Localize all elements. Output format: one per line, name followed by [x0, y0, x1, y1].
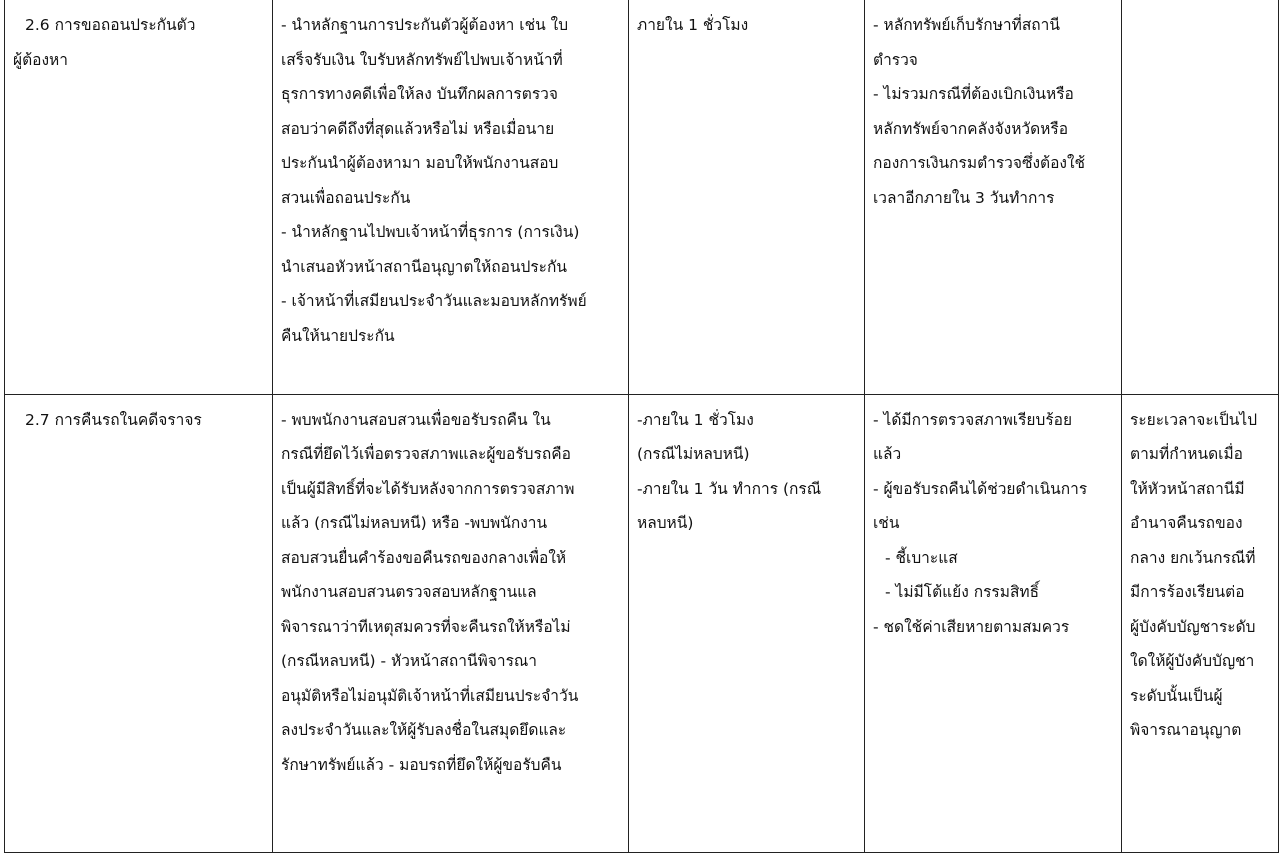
- procedure-line: คืนให้นายประกัน: [281, 326, 395, 345]
- note-line: มีการร้องเรียนต่อ: [1130, 583, 1245, 601]
- procedure-line: กรณีที่ยึดไว้เพื่อตรวจสภาพและผู้ขอรับรถคือ: [281, 445, 571, 463]
- note-line: ใดให้ผู้บังคับบัญชา: [1130, 652, 1255, 670]
- procedure-line: - พบพนักงานสอบสวนเพื่อขอรับรถคืน ใน: [281, 410, 551, 429]
- procedure-line: สวนเพื่อถอนประกัน: [281, 188, 411, 207]
- procedure-line: สอบสวนยื่นคำร้องขอคืนรถของกลางเพื่อให้: [281, 548, 567, 567]
- procedure-line: ประกันนำผู้ต้องหามา มอบให้พนักงานสอบ: [281, 154, 559, 172]
- table-row: [5, 0, 1279, 394]
- time-line: (กรณีไม่หลบหนี): [637, 445, 750, 463]
- condition-cell: [865, 0, 1122, 394]
- time-cell: [629, 0, 865, 394]
- condition-line: กองการเงินกรมตำรวจซึ่งต้องใช้: [873, 154, 1086, 172]
- step-title: 2.7 การคืนรถในคดีจราจร: [25, 410, 202, 429]
- condition-subline: - ไม่มีโต้แย้ง กรรมสิทธิ์: [885, 583, 1040, 601]
- procedure-line: แล้ว (กรณีไม่หลบหนี) หรือ -พบพนักงาน: [281, 514, 548, 532]
- step-title: 2.6 การขอถอนประกันตัว: [25, 16, 196, 34]
- note-line: อำนาจคืนรถของ: [1130, 514, 1243, 532]
- condition-line: - ผู้ขอรับรถคืนได้ช่วยดำเนินการ: [873, 479, 1088, 498]
- note-line: ผู้บังคับบัญชาระดับ: [1130, 617, 1256, 636]
- procedure-line: นำเสนอหัวหน้าสถานีอนุญาตให้ถอนประกัน: [281, 257, 567, 276]
- time-line: -ภายใน 1 วัน ทำการ (กรณี: [637, 479, 822, 498]
- condition-line: - ได้มีการตรวจสภาพเรียบร้อย: [873, 410, 1073, 429]
- condition-line: เช่น: [873, 514, 900, 532]
- condition-cell: [865, 394, 1122, 852]
- procedure-line: ลงประจำวันและให้ผู้รับลงชื่อในสมุดยึดและ: [281, 721, 567, 739]
- procedure-line: รักษาทรัพย์แล้ว - มอบรถที่ยึดให้ผู้ขอรับคืน: [281, 755, 562, 774]
- procedure-line: - เจ้าหน้าที่เสมียนประจำวันและมอบหลักทรัพย์: [281, 292, 587, 310]
- condition-line: เวลาอีกภายใน 3 วันทำการ: [873, 188, 1055, 207]
- procedure-line: ธุรการทางคดีเพื่อให้ลง บันทึกผลการตรวจ: [281, 85, 558, 103]
- procedure-cell: [273, 0, 629, 394]
- note-cell: [1122, 394, 1279, 852]
- note-line: กลาง ยกเว้นกรณีที่: [1130, 548, 1256, 567]
- condition-line: แล้ว: [873, 445, 902, 463]
- condition-subline: - ชี้เบาะแส: [885, 548, 958, 567]
- time-line: ภายใน 1 ชั่วโมง: [637, 16, 749, 34]
- condition-line: - หลักทรัพย์เก็บรักษาที่สถานี: [873, 16, 1060, 34]
- step-cell: [5, 0, 273, 394]
- note-line: ตามที่กำหนดเมื่อ: [1130, 445, 1243, 463]
- service-procedure-table: [4, 0, 1279, 853]
- procedure-line: พนักงานสอบสวนตรวจสอบหลักฐานแล: [281, 583, 537, 601]
- note-line: ให้หัวหน้าสถานีมี: [1130, 479, 1245, 498]
- time-cell: [629, 394, 865, 852]
- note-line: พิจารณาอนุญาต: [1130, 721, 1242, 739]
- step-cell: [5, 394, 273, 852]
- table-row: [5, 394, 1279, 852]
- time-line: -ภายใน 1 ชั่วโมง: [637, 410, 754, 429]
- procedure-line: อนุมัติหรือไม่อนุมัติเจ้าหน้าที่เสมียนประจำวัน: [281, 686, 579, 705]
- note-cell: [1122, 0, 1279, 394]
- time-line: หลบหนี): [637, 514, 694, 532]
- procedure-line: เป็นผู้มีสิทธิ์ที่จะได้รับหลังจากการตรวจสภาพ: [281, 479, 575, 498]
- condition-line: - ไม่รวมกรณีที่ต้องเบิกเงินหรือ: [873, 85, 1074, 103]
- note-line: ระดับนั้นเป็นผู้: [1130, 686, 1223, 705]
- procedure-line: (กรณีหลบหนี) - หัวหน้าสถานีพิจารณา: [281, 652, 537, 670]
- procedure-line: - นำหลักฐานไปพบเจ้าหน้าที่ธุรการ (การเงิน): [281, 223, 580, 241]
- condition-line: - ชดใช้ค่าเสียหายตามสมควร: [873, 617, 1070, 636]
- procedure-line: สอบว่าคดีถึงที่สุดแล้วหรือไม่ หรือเมื่อนาย: [281, 119, 555, 138]
- note-line: ระยะเวลาจะเป็นไป: [1130, 410, 1258, 429]
- condition-line: หลักทรัพย์จากคลังจังหวัดหรือ: [873, 119, 1069, 138]
- procedure-cell: [273, 394, 629, 852]
- procedure-line: - นำหลักฐานการประกันตัวผู้ต้องหา เช่น ใบ: [281, 16, 569, 34]
- procedure-line: เสร็จรับเงิน ใบรับหลักทรัพย์ไปพบเจ้าหน้าที่: [281, 50, 563, 69]
- procedure-line: พิจารณาว่าทีเหตุสมควรที่จะคืนรถให้หรือไม่: [281, 617, 571, 636]
- condition-line: ตำรวจ: [873, 50, 918, 69]
- step-title-continued: ผู้ต้องหา: [13, 50, 68, 69]
